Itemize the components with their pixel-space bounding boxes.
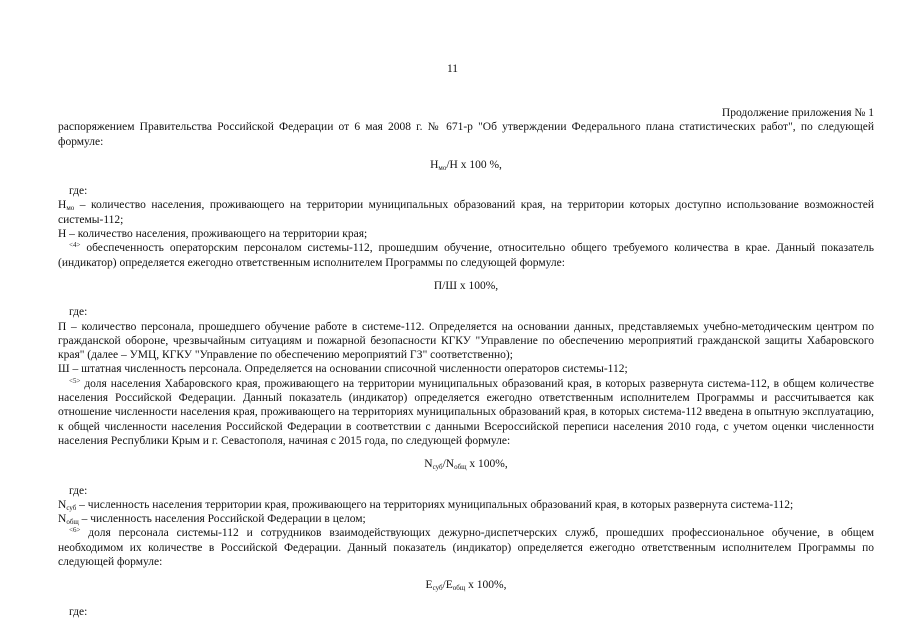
footnote-mark: <4> — [69, 241, 81, 250]
footnote-mark: <5> — [69, 376, 81, 385]
footnote-mark: <6> — [69, 526, 81, 535]
footnote-5 — [58, 377, 874, 448]
footnote-text: доля персонала системы-112 и сотрудников взаимодействующих дежурно-диспетчерских служб, прошедших профессиональное обучение, в общем необходимом их количестве в Российской Федерации. Данный показатель (индикатор) определяется ежегодно ответственным исполнителем Программы по следующей формуле: — [58, 527, 874, 569]
formula-subscript: мо — [438, 163, 447, 172]
formula-subscript: суб — [432, 463, 443, 472]
formula-esub-eobsh — [58, 578, 874, 592]
definition-p: П – количество персонала, прошедшего обучение работе в системе-112. Определяется на основании данных, представляемых учебно-методическим центром по гражданской обороне, чрезвычайным ситуациям и пожарной безопасности КГКУ "Управление по обеспечению мероприятий гражданской защиты Хабаровского края" (далее – УМЦ, КГКУ "Управление по обеспечению мероприятий ГЗ" соответственно); — [58, 320, 874, 362]
definition-subscript: мо — [66, 204, 75, 213]
formula-rest: /Н х 100 %, — [446, 158, 502, 171]
formula-symbol: /N — [442, 458, 455, 471]
footnote-6 — [58, 526, 874, 569]
definition-text: – численность населения территории края, проживающего на территориях муниципальных образований края, в которых развернута система-112; — [76, 498, 794, 511]
where-label: где: — [69, 605, 88, 618]
formula-subscript: суб — [432, 584, 443, 593]
definition-subscript: суб — [66, 503, 77, 512]
definition-n: Н – количество населения, проживающего на территории края; — [58, 228, 368, 241]
page-number: 11 — [446, 63, 459, 75]
footnote-4 — [58, 241, 874, 270]
definition-nsub — [58, 498, 874, 512]
formula-symbol: Н — [430, 158, 439, 171]
where-label: где: — [69, 306, 88, 319]
definition-symbol: N — [58, 513, 67, 526]
definition-nobsh — [58, 512, 874, 526]
definition-sh: Ш – штатная численность персонала. Определяется на основании списочной численности операторов системы-112; — [58, 363, 628, 376]
footnote-text: обеспеченность операторским персоналом системы-112, прошедшим обучение, относительно общего требуемого количества в крае. Данный показатель (индикатор) определяется ежегодно ответственным исполнителем Программы по следующей формуле: — [58, 242, 874, 269]
formula-nsub-nobsh — [58, 457, 874, 471]
formula-symbol: /Е — [442, 579, 453, 592]
formula-nmo — [58, 158, 874, 172]
intro-paragraph: распоряжением Правительства Российской Федерации от 6 мая 2008 г. № 671-р "Об утверждении Федерального плана статистических работ", по следующей формуле: — [58, 121, 874, 148]
definition-text: – количество населения, проживающего на территории муниципальных образований края, на территории которых доступно использование возможностей системы-112; — [58, 199, 874, 226]
document-body — [58, 106, 874, 619]
definition-symbol: N — [58, 498, 67, 511]
where-label: где: — [69, 185, 88, 198]
continuation-header: Продолжение приложения № 1 — [721, 107, 874, 119]
formula-subscript: общ — [454, 463, 467, 472]
definition-symbol: Н — [58, 199, 67, 212]
formula-symbol: N — [424, 458, 433, 471]
formula-p-sh: П/Ш х 100%, — [433, 279, 499, 292]
footnote-text: доля населения Хабаровского края, проживающего на территории муниципальных образований края, в которых развернута система-112, в общем количестве населения Российской Федерации. Данный показатель (индикатор) определяется ежегодно ответственным исполнителем Программы и рассчитывается как отношение численности населения края, проживающего на территориях муниципальных образований края, в которых система-112 введена в опытную эксплуатацию, к общей численности населения Российской Федерации в соответствии с данными Всероссийской переписи населения 2010 года, с учетом оценки численности населения Республики Крым и г. Севастополя, начиная с 2015 года, по следующей формуле: — [58, 377, 874, 447]
formula-symbol: Е — [425, 579, 433, 592]
definition-subscript: общ — [66, 518, 79, 527]
definition-nmo — [58, 198, 874, 227]
where-label: где: — [69, 484, 88, 497]
formula-subscript: общ — [452, 584, 466, 593]
definition-text: – численность населения Российской Федерации в целом; — [78, 513, 366, 526]
formula-rest: х 100%, — [465, 579, 507, 592]
formula-rest: х 100%, — [466, 458, 508, 471]
